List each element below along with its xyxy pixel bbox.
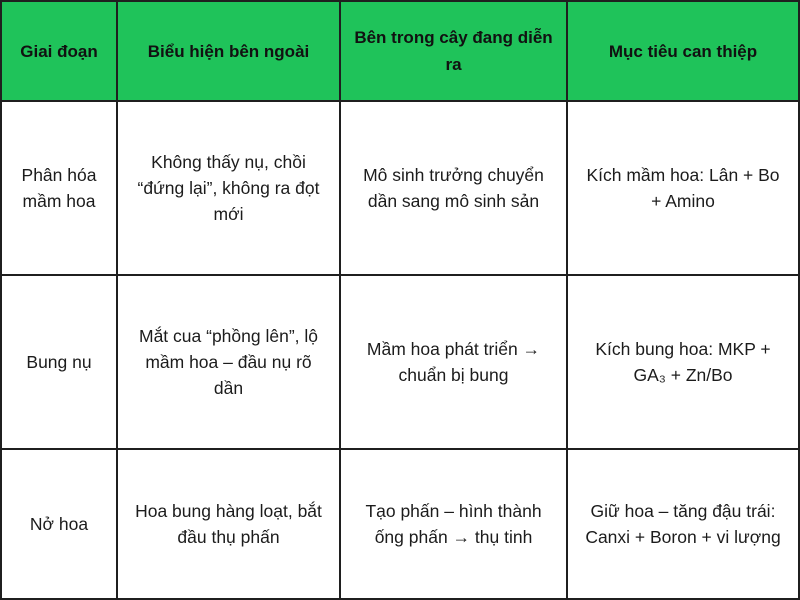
cell-internal-process: Mầm hoa phát triển → chuẩn bị bung bbox=[341, 276, 568, 450]
cell-external-signs: Mắt cua “phồng lên”, lộ mầm hoa – đầu nụ rõ dần bbox=[118, 276, 341, 450]
cell-internal-process: Tạo phấn – hình thành ống phấn → thụ tinh bbox=[341, 450, 568, 600]
cell-intervention-goal: Giữ hoa – tăng đậu trái: Canxi + Boron + vi lượng bbox=[568, 450, 800, 600]
cell-intervention-goal: Kích bung hoa: MKP + GA₃ + Zn/Bo bbox=[568, 276, 800, 450]
cell-intervention-goal: Kích mầm hoa: Lân + Bo + Amino bbox=[568, 102, 800, 276]
header-external-signs: Biểu hiện bên ngoài bbox=[118, 0, 341, 102]
cell-external-signs: Hoa bung hàng loạt, bắt đầu thụ phấn bbox=[118, 450, 341, 600]
header-intervention-goal: Mục tiêu can thiệp bbox=[568, 0, 800, 102]
header-stage: Giai đoạn bbox=[0, 0, 118, 102]
cell-stage: Nở hoa bbox=[0, 450, 118, 600]
header-internal-process: Bên trong cây đang diễn ra bbox=[341, 0, 568, 102]
cell-external-signs: Không thấy nụ, chồi “đứng lại”, không ra đọt mới bbox=[118, 102, 341, 276]
cell-stage: Bung nụ bbox=[0, 276, 118, 450]
cell-stage: Phân hóa mầm hoa bbox=[0, 102, 118, 276]
cell-internal-process: Mô sinh trưởng chuyển dần sang mô sinh sản bbox=[341, 102, 568, 276]
